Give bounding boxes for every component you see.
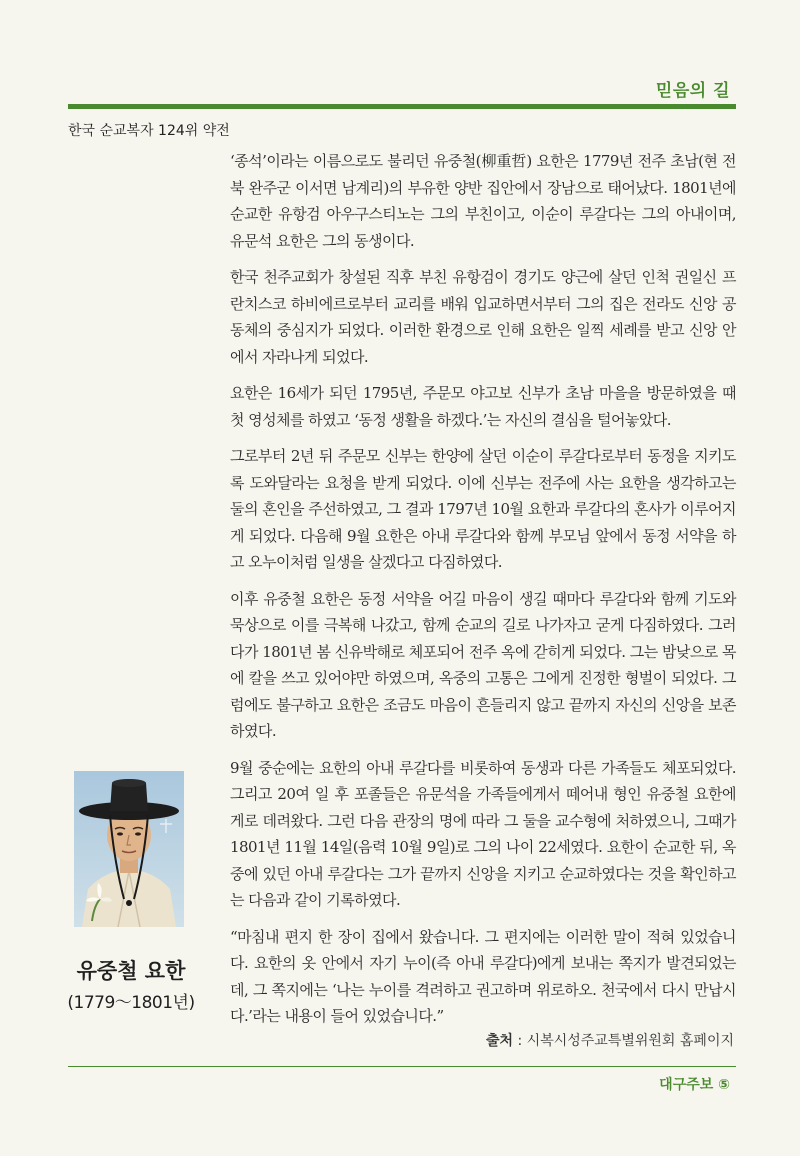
portrait-name: 유중철 요한 xyxy=(76,959,186,983)
series-label: 한국 순교복자 124위 약전 xyxy=(68,123,230,139)
source-credit xyxy=(486,1030,734,1050)
portrait-dates: (1779～1801년) xyxy=(67,993,195,1013)
portrait-image xyxy=(74,771,184,927)
section-title: 믿음의 길 xyxy=(655,81,730,101)
page-footer: 대구주보 ⑤ xyxy=(659,1077,730,1093)
paragraph-2: 한국 천주교회가 창설된 직후 부친 유항검이 경기도 양근에 살던 인척 권일신 프란치스코 하비에르로부터 교리를 배워 입교하면서부터 그의 집은 전라도 신앙 공동체의 중심지가 되었다. 이러한 환경으로 인해 요한은 일찍 세례를 받고 신앙 안에서 자라나게 되었다. xyxy=(230,268,736,366)
paragraph-1: ‘종석’이라는 이름으로도 불리던 유중철(柳重哲) 요한은 1779년 전주 초남(현 전북 완주군 이서면 남계리)의 부유한 양반 집안에서 장남으로 태어났다. 1801년에 순교한 유항검 아우구스티노는 그의 부친이고, 이순이 루갈다는 그의 아내이며, 유문석 요한은 그의 동생이다. xyxy=(230,152,736,250)
paragraph-3: 요한은 16세가 되던 1795년, 주문모 야고보 신부가 초남 마을을 방문하였을 때 첫 영성체를 하였고 ‘동정 생활을 하겠다.’는 자신의 결심을 털어놓았다. xyxy=(230,384,736,429)
source-label: 출처 xyxy=(486,1033,514,1049)
paragraph-6: 9월 중순에는 요한의 아내 루갈다를 비롯하여 동생과 다른 가족들도 체포되었다. 그리고 20여 일 후 포졸들은 유문석을 가족들에게서 떼어내 형인 유중철 요한에게로 데려왔다. 그런 다음 관장의 명에 따라 그 둘을 교수형에 처하였으니, 그때가 1801년 11월 14일(음력 10월 9일)로 그의 나이 22세였다. 요한이 순교한 뒤, 옥중에 있던 아내 루갈다는 그가 끝까지 신앙을 지키고 순교하였다는 것을 확인하고는 다음과 같이 기록하였다. xyxy=(230,758,736,909)
paragraph-4: 그로부터 2년 뒤 주문모 신부는 한양에 살던 이순이 루갈다로부터 동정을 지키도록 도와달라는 요청을 받게 되었다. 이에 신부는 전주에 사는 요한을 생각하고는 둘의 혼인을 주선하였고, 그 결과 1797년 10월 요한과 루갈다의 혼사가 이루어지게 되었다. 다음해 9월 요한은 아내 루갈다와 함께 부모님 앞에서 동정 서약을 하고 오누이처럼 일생을 살겠다고 다짐하였다. xyxy=(230,447,736,571)
paragraph-5: 이후 유중철 요한은 동정 서약을 어길 마음이 생길 때마다 루갈다와 함께 기도와 묵상으로 이를 극복해 나갔고, 함께 순교의 길로 나가자고 굳게 다짐하였다. 그러다가 1801년 봄 신유박해로 체포되어 전주 옥에 갇히게 되었다. 그는 밤낮으로 목에 칼을 쓰고 있어야만 하였으며, 옥중의 고통은 그에게 진정한 형벌이 되었다. 그럼에도 불구하고 요한은 조금도 마음이 흔들리지 않고 끝까지 자신의 신앙을 보존하였다. xyxy=(230,589,736,740)
article-body xyxy=(230,148,736,1040)
header-divider xyxy=(68,104,736,109)
source-text: : 시복시성주교특별위원회 홈페이지 xyxy=(513,1033,734,1049)
paragraph-7-quote: “마침내 편지 한 장이 집에서 왔습니다. 그 편지에는 이러한 말이 적혀 있었습니다. 요한의 옷 안에서 자기 누이(즉 아내 루갈다)에게 보내는 쪽지가 발견되었는데, 그 쪽지에는 ‘나는 누이를 격려하고 권고하며 위로하오. 천국에서 다시 만납시다.’라는 내용이 들어 있었습니다.” xyxy=(230,927,736,1025)
footer-divider xyxy=(68,1066,736,1067)
